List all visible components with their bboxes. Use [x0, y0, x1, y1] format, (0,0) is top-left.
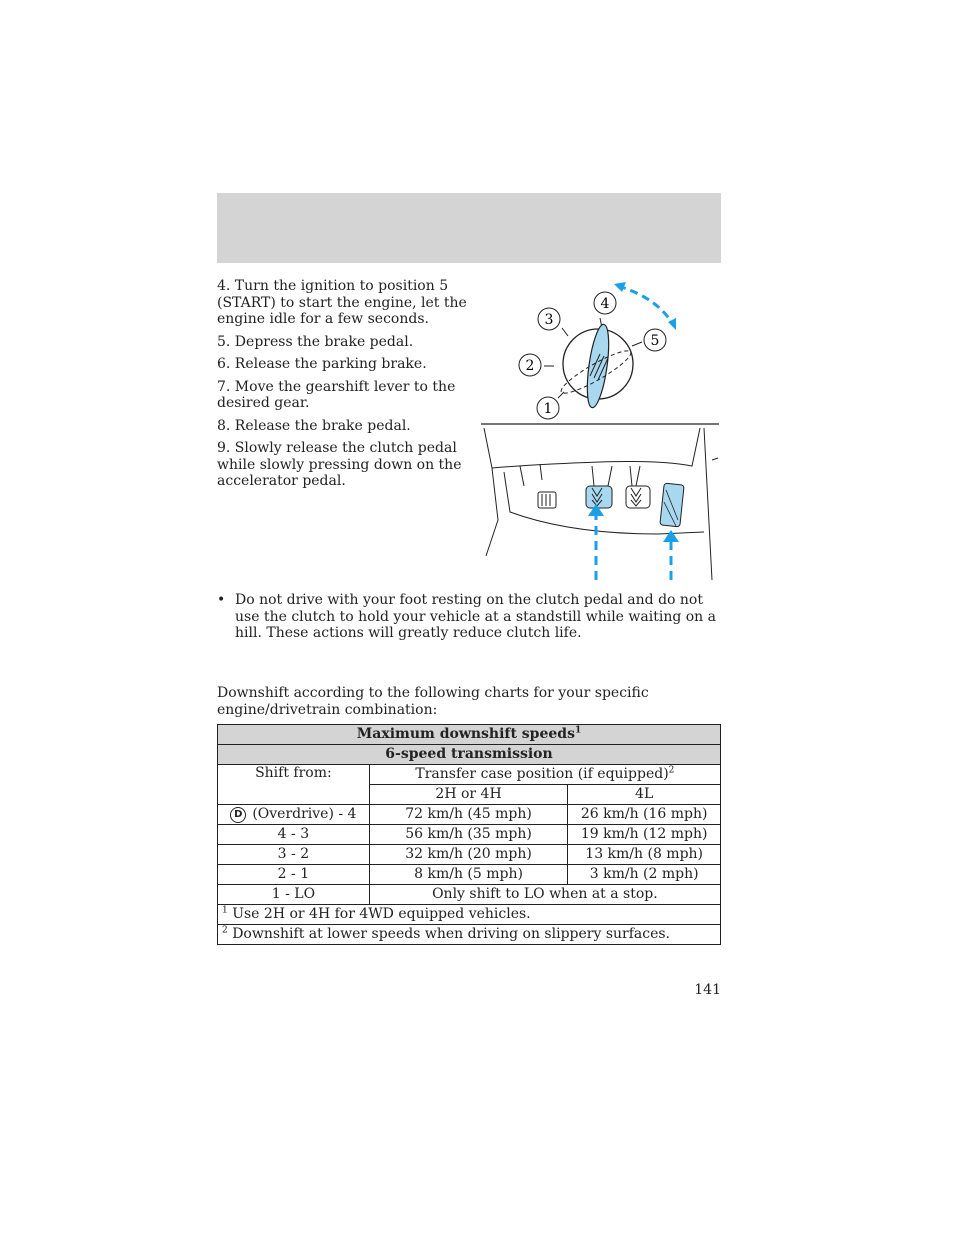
- step-9: 9. Slowly release the clutch pedal while slowly pressing down on the accelerator pedal.: [217, 440, 462, 489]
- ignition-position-4: [594, 292, 616, 314]
- overdrive-d-icon: D: [230, 807, 246, 823]
- speed-2h4h-cell: 56 km/h (35 mph): [369, 825, 568, 845]
- bullet-text: Do not drive with your foot resting on the clutch pedal and do not use the clutch to hold your vehicle at a standstill while waiting on a hill. These actions will greatly reduce clutch life.: [235, 592, 716, 641]
- table-row: [218, 865, 721, 885]
- clutch-warning-bullet: [217, 592, 721, 642]
- svg-text:5: 5: [650, 333, 660, 349]
- shift-from-header: Shift from:: [218, 765, 370, 805]
- col-2h-4h: 2H or 4H: [369, 785, 568, 805]
- step-4: 4. Turn the ignition to position 5 (START) to start the engine, let the engine idle for a few seconds.: [217, 278, 467, 327]
- footnote-row: [218, 925, 721, 945]
- step-6: 6. Release the parking brake.: [217, 356, 427, 372]
- ignition-and-pedals-illustration: [480, 280, 722, 582]
- ignition-diagram: [519, 282, 676, 419]
- footnote-1-marker: 1: [222, 905, 228, 916]
- ignition-position-5: [644, 329, 666, 351]
- pedals-diagram: [484, 428, 718, 580]
- transfer-footnote-ref: 2: [668, 765, 675, 776]
- footnote-row: [218, 905, 721, 925]
- ignition-position-1: [537, 397, 559, 419]
- shift-cell: 1 - LO: [218, 885, 370, 905]
- table-row: [218, 885, 721, 905]
- speed-4l-cell: 26 km/h (16 mph): [568, 805, 721, 825]
- section-header-band: [217, 193, 721, 263]
- svg-text:4: 4: [600, 296, 610, 312]
- table-header-row: [218, 765, 721, 785]
- title-footnote-ref: 1: [574, 725, 582, 736]
- ignition-position-3: [538, 308, 560, 330]
- procedure-steps: [217, 278, 477, 496]
- table-row: [218, 845, 721, 865]
- ignition-position-2: [519, 354, 541, 376]
- speed-4l-cell: 3 km/h (2 mph): [568, 865, 721, 885]
- speed-2h4h-cell: 8 km/h (5 mph): [369, 865, 568, 885]
- downshift-speeds-table: [217, 724, 721, 945]
- shift-cell: 2 - 1: [218, 865, 370, 885]
- downshift-intro: Downshift according to the following charts for your specific engine/drivetrain combination:: [217, 685, 649, 718]
- lo-note-cell: Only shift to LO when at a stop.: [369, 885, 720, 905]
- speed-4l-cell: 19 km/h (12 mph): [568, 825, 721, 845]
- speed-2h4h-cell: 32 km/h (20 mph): [369, 845, 568, 865]
- footnote-1: Use 2H or 4H for 4WD equipped vehicles.: [232, 906, 531, 922]
- transfer-case-header: Transfer case position (if equipped): [415, 766, 669, 782]
- step-8: 8. Release the brake pedal.: [217, 417, 411, 434]
- table-row: [218, 805, 721, 825]
- table-subtitle-row: [218, 745, 721, 765]
- table-row: [218, 825, 721, 845]
- speed-4l-cell: 13 km/h (8 mph): [568, 845, 721, 865]
- footnote-2-marker: 2: [222, 925, 228, 936]
- shift-cell: 4 - 3: [218, 825, 370, 845]
- svg-text:1: 1: [543, 401, 553, 417]
- svg-text:3: 3: [544, 312, 554, 328]
- table-subtitle: 6-speed transmission: [218, 745, 721, 765]
- shift-cell: (Overdrive) - 4: [252, 806, 357, 822]
- svg-text:2: 2: [525, 358, 535, 374]
- step-5: 5. Depress the brake pedal.: [217, 333, 414, 350]
- step-7: 7. Move the gearshift lever to the desired gear.: [217, 378, 456, 411]
- table-title-row: [218, 725, 721, 745]
- speed-2h4h-cell: 72 km/h (45 mph): [369, 805, 568, 825]
- footnote-2: Downshift at lower speeds when driving on slippery surfaces.: [232, 926, 671, 942]
- col-4l: 4L: [568, 785, 721, 805]
- shift-cell: 3 - 2: [218, 845, 370, 865]
- table-title: Maximum downshift speeds: [356, 726, 575, 742]
- bullet-mark: •: [217, 592, 226, 608]
- page-number: 141: [694, 982, 721, 998]
